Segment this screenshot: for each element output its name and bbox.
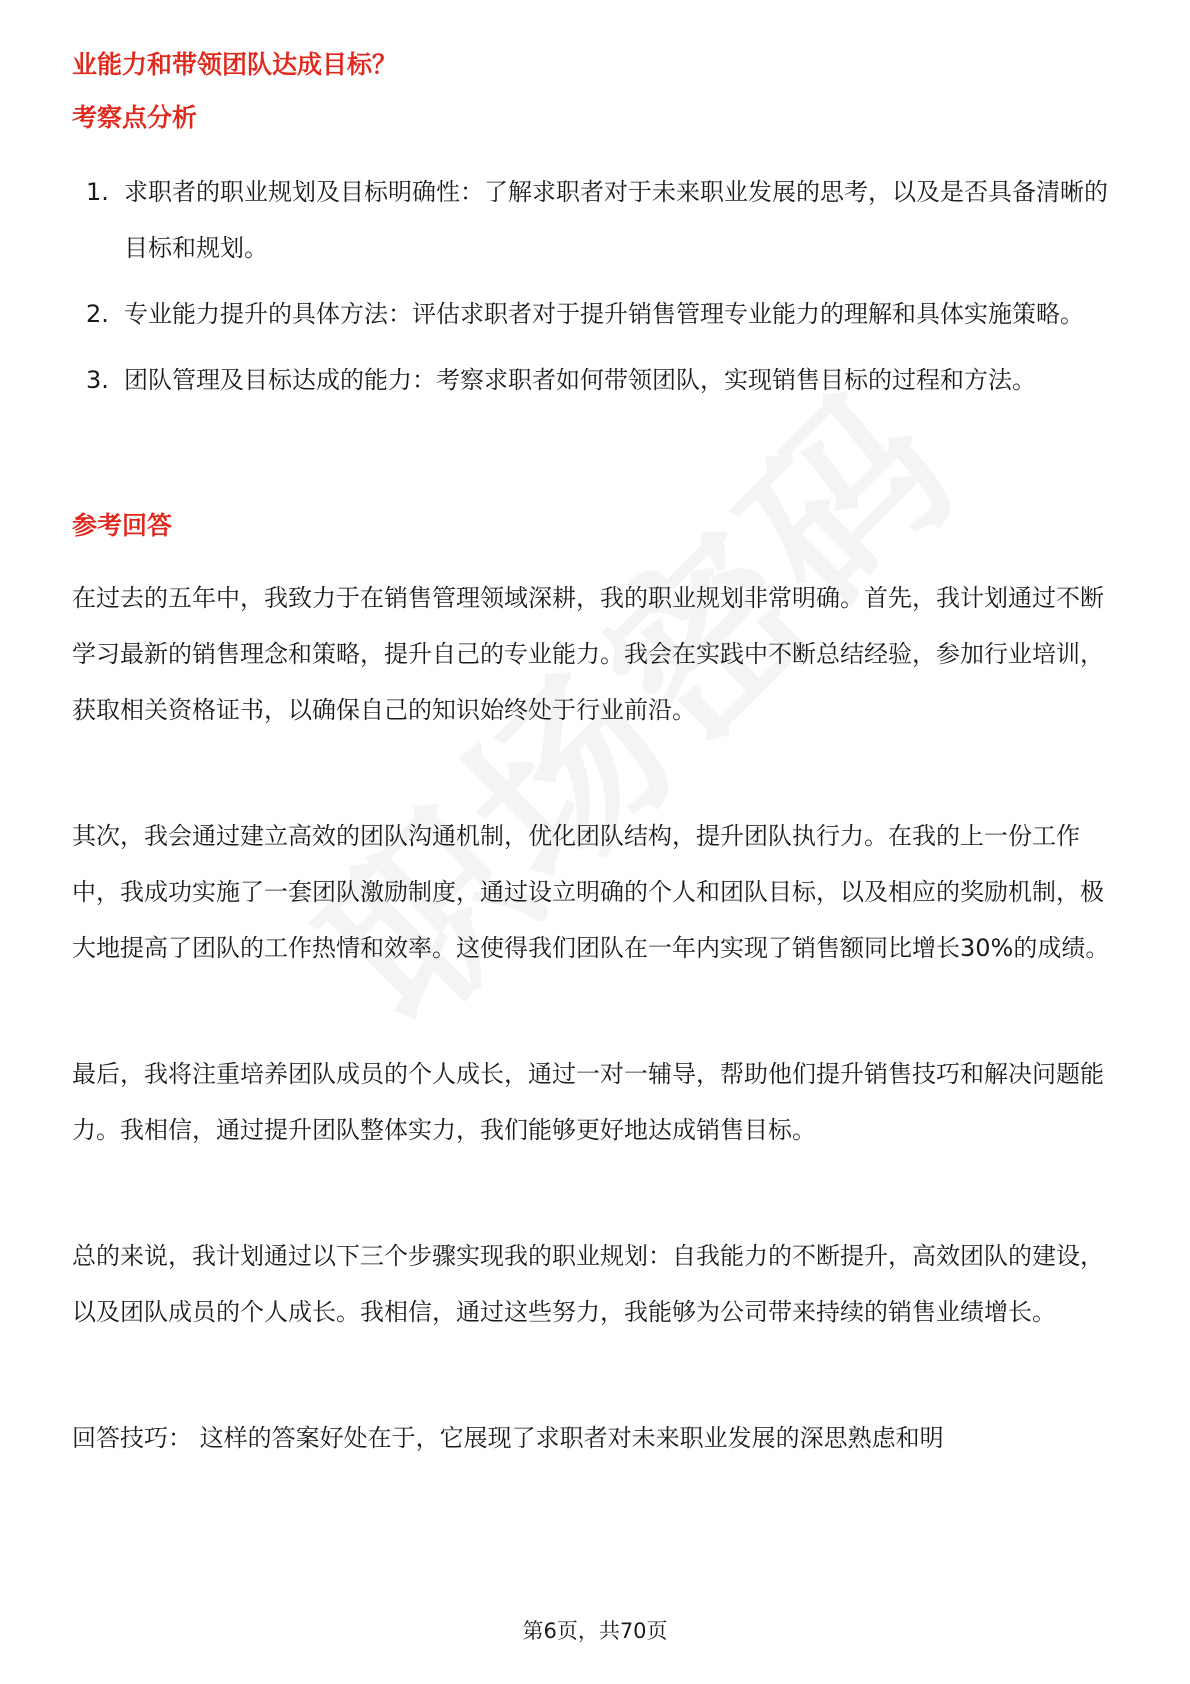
page-number-footer: 第6页，共70页	[522, 1619, 668, 1643]
answer-heading: 参考回答	[72, 511, 173, 540]
list-item	[72, 164, 1122, 276]
answer-paragraph-3: 最后，我将注重培养团队成员的个人成长，通过一对一辅导，帮助他们提升销售技巧和解决问题能力。我相信，通过提升团队整体实力，我们能够更好地达成销售目标。	[72, 1060, 1104, 1144]
list-item-text: 专业能力提升的具体方法：评估求职者对于提升销售管理专业能力的理解和具体实施策略。	[124, 300, 1084, 328]
answer-paragraph-1: 在过去的五年中，我致力于在销售管理领域深耕，我的职业规划非常明确。首先，我计划通过不断学习最新的销售理念和策略，提升自己的专业能力。我会在实践中不断总结经验，参加行业培训，获取相关资格证书，以确保自己的知识始终处于行业前沿。	[72, 584, 1104, 724]
list-item-number: 1.	[86, 178, 109, 206]
list-item	[72, 352, 1122, 408]
list-item	[72, 286, 1122, 342]
analysis-list	[72, 164, 1122, 418]
continued-question-title: 业能力和带领团队达成目标？	[72, 50, 398, 79]
list-item-text: 团队管理及目标达成的能力：考察求职者如何带领团队，实现销售目标的过程和方法。	[124, 366, 1036, 394]
list-item-number: 2.	[86, 300, 109, 328]
answer-paragraph-2: 其次，我会通过建立高效的团队沟通机制，优化团队结构，提升团队执行力。在我的上一份工作中，我成功实施了一套团队激励制度，通过设立明确的个人和团队目标，以及相应的奖励机制，极大地提高了团队的工作热情和效率。这使得我们团队在一年内实现了销售额同比增长30%的成绩。	[72, 822, 1110, 962]
answer-tips-paragraph: 回答技巧： 这样的答案好处在于，它展现了求职者对未来职业发展的深思熟虑和明	[72, 1424, 944, 1452]
analysis-heading: 考察点分析	[72, 103, 198, 132]
list-item-text: 求职者的职业规划及目标明确性：了解求职者对于未来职业发展的思考，以及是否具备清晰的目标和规划。	[124, 178, 1108, 262]
answer-paragraph-4: 总的来说，我计划通过以下三个步骤实现我的职业规划：自我能力的不断提升，高效团队的建设，以及团队成员的个人成长。我相信，通过这些努力，我能够为公司带来持续的销售业绩增长。	[72, 1242, 1104, 1326]
list-item-number: 3.	[86, 366, 109, 394]
